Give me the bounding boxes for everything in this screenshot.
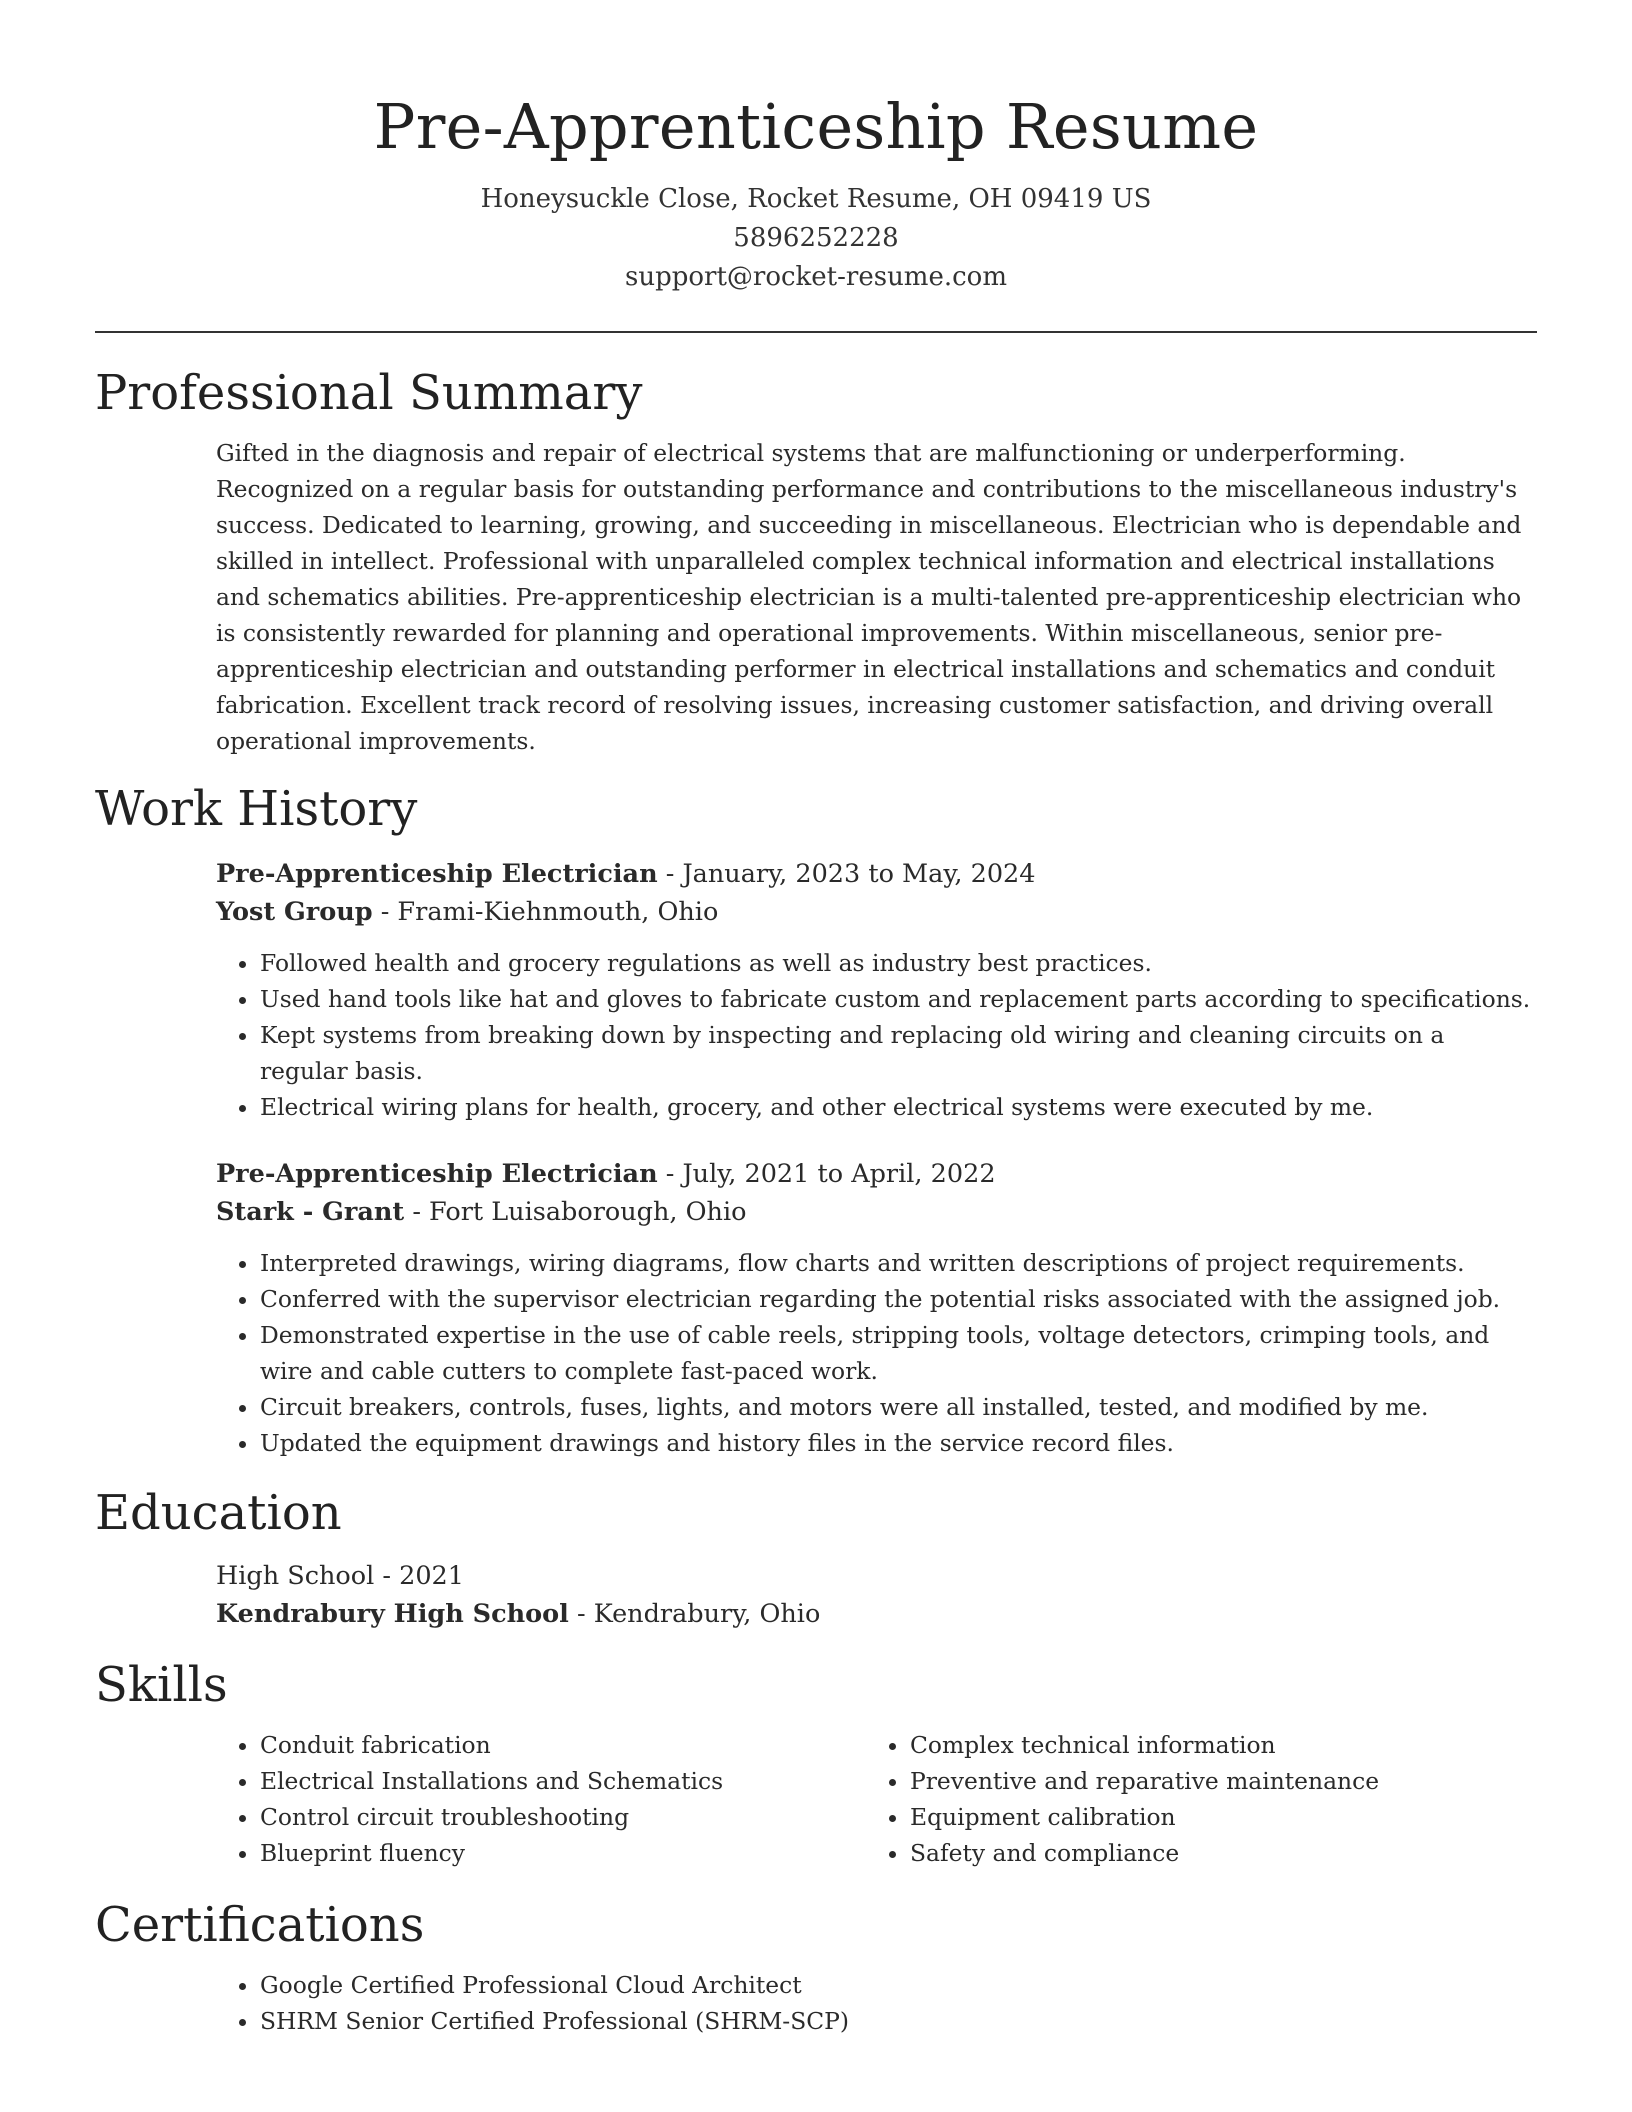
list-item: • Conduit fabrication [260,1727,866,1763]
job-role: Pre-Apprenticeship Electrician [216,1159,658,1189]
job-location: - Fort Luisaborough, Ohio [404,1197,747,1227]
list-item: • Followed health and grocery regulations as well as industry best practices. [260,945,1537,981]
job-title-line [216,855,1537,893]
job-company: Stark - Grant [216,1197,405,1227]
list-item: • Blueprint fluency [260,1835,866,1871]
education-heading: Education [95,1485,342,1541]
job-role: Pre-Apprenticeship Electrician [216,859,658,889]
skills-columns [216,1727,1537,1871]
summary-section [95,363,1537,759]
certifications-heading: Certifications [95,1897,425,1953]
job-title-line [216,1155,1537,1193]
education-location: - Kendrabury, Ohio [568,1599,821,1629]
education-degree: High School [216,1561,375,1591]
job-company-line [216,893,1537,931]
skills-list-left [216,1727,866,1871]
education-year: - 2021 [374,1561,465,1591]
list-item: • Control circuit troubleshooting [260,1799,866,1835]
contact-block [95,180,1537,297]
list-item: • Electrical wiring plans for health, grocery, and other electrical systems were executed by me. [260,1089,1537,1125]
job-dates: - January, 2023 to May, 2024 [657,859,1036,889]
list-item: • Electrical Installations and Schematics [260,1763,866,1799]
header-divider [95,331,1537,333]
certifications-section [95,1895,1537,2039]
work-history-heading: Work History [95,781,418,837]
job-bullets [216,945,1537,1125]
list-item: • Demonstrated expertise in the use of cable reels, stripping tools, voltage detectors, crimping tools, and wire and cable cutters to complete fast-paced work. [260,1317,1537,1389]
certifications-list [216,1967,1537,2039]
summary-text: Gifted in the diagnosis and repair of electrical systems that are malfunctioning or underperforming. Recognized on a regular basis for outstanding performance and contributions to the miscellaneous industry's success. Dedicated to learning, growing, and succeeding in miscellaneous. Electrician who is dependable and skilled in intellect. Professional with unparalleled complex technical information and electrical installations and schematics abilities. Pre-apprenticeship electrician is a multi-talented pre-apprenticeship electrician who is consistently rewarded for planning and operational improvements. Within miscellaneous, senior pre-apprenticeship electrician and outstanding performer in electrical installations and schematics and conduit fabrication. Excellent track record of resolving issues, increasing customer satisfaction, and driving overall operational improvements. [216,439,1522,755]
list-item: • Equipment calibration [910,1799,1506,1835]
list-item: • Circuit breakers, controls, fuses, lights, and motors were all installed, tested, and modified by me. [260,1389,1537,1425]
skills-section [95,1655,1537,1871]
list-item: • Complex technical information [910,1727,1506,1763]
list-item: • Used hand tools like hat and gloves to fabricate custom and replacement parts according to specifications. [260,981,1537,1017]
summary-heading: Professional Summary [95,365,643,421]
phone: 5896252228 [733,223,899,253]
job-bullets [216,1245,1537,1461]
address: Honeysuckle Close, Rocket Resume, OH 09419 US [480,184,1152,214]
job-company-line [216,1193,1537,1231]
skills-heading: Skills [95,1657,228,1713]
job-company: Yost Group [216,897,373,927]
list-item: • Preventive and reparative maintenance [910,1763,1506,1799]
list-item: • SHRM Senior Certified Professional (SHRM-SCP) [260,2003,1537,2039]
list-item: • Conferred with the supervisor electrician regarding the potential risks associated with the assigned job. [260,1281,1537,1317]
list-item: • Interpreted drawings, wiring diagrams, flow charts and written descriptions of project requirements. [260,1245,1537,1281]
education-school-line [216,1595,1537,1633]
skills-list-right [866,1727,1506,1871]
education-degree-line [216,1557,1537,1595]
job-entry [216,1155,1537,1461]
education-school: Kendrabury High School [216,1599,569,1629]
list-item: • Google Certified Professional Cloud Architect [260,1967,1537,2003]
list-item: • Kept systems from breaking down by inspecting and replacing old wiring and cleaning circuits on a regular basis. [260,1017,1537,1089]
job-entry [216,855,1537,1125]
email: support@rocket-resume.com [624,262,1007,292]
list-item: • Safety and compliance [910,1835,1506,1871]
work-history-section [95,779,1537,1461]
job-dates: - July, 2021 to April, 2022 [657,1159,996,1189]
list-item: • Updated the equipment drawings and history files in the service record files. [260,1425,1537,1461]
job-location: - Frami-Kiehnmouth, Ohio [372,897,719,927]
education-section [95,1483,1537,1633]
resume-title: Pre-Apprenticeship Resume [373,90,1259,163]
